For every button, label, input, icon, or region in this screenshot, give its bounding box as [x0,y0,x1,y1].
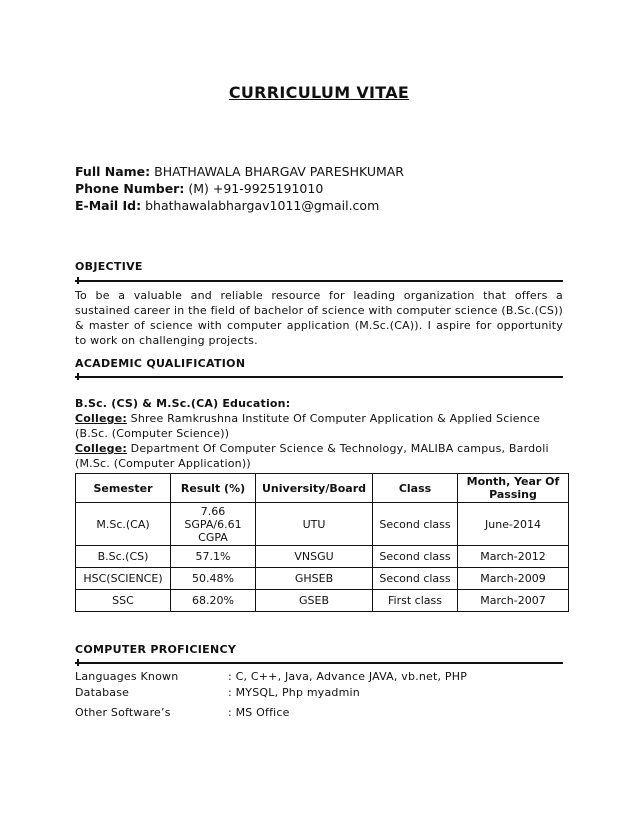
document-title: CURRICULUM VITAE [228,83,410,102]
name-value: BHATHAWALA BHARGAV PARESHKUMAR [154,164,404,179]
objective-text: To be a valuable and reliable resource for leading organization that offers a sustained career in the field of bachelor of science with computer science (B.Sc.(CS)) & master of science with computer application (M.Sc.(CA)). I aspire for opportunity to work on challenging projects. [75,289,563,347]
name-line [75,163,404,180]
table-header-row [76,474,569,503]
phone-value: (M) +91-9925191010 [188,181,324,196]
cell-result: 50.48% [171,568,256,590]
qualification-table [75,473,569,612]
cell-class: First class [373,590,458,612]
college-2-label: College: [75,442,127,455]
cell-passing: March-2007 [458,590,569,612]
table-row [76,503,569,546]
computer-divider [75,662,563,664]
proficiency-key: Database [75,686,130,699]
proficiency-value: : MS Office [228,706,290,719]
phone-label: Phone Number: [75,181,185,196]
cell-result: 68.20% [171,590,256,612]
name-label: Full Name: [75,164,151,179]
objective-divider-tick [77,277,79,284]
header-semester: Semester [76,474,171,503]
cell-class: Second class [373,568,458,590]
phone-line [75,180,404,197]
header-university: University/Board [256,474,373,503]
cell-semester: B.Sc.(CS) [76,546,171,568]
table-row [76,546,569,568]
proficiency-key: Languages Known [75,670,179,683]
computer-divider-tick [77,659,79,666]
header-result: Result (%) [171,474,256,503]
cell-university: GSEB [256,590,373,612]
email-line [75,197,404,214]
email-value: bhathawalabhargav1011@gmail.com [145,198,380,213]
computer-heading: COMPUTER PROFICIENCY [75,643,237,656]
college-2 [75,441,563,471]
table-row [76,590,569,612]
cell-class: Second class [373,546,458,568]
cell-semester: HSC(SCIENCE) [76,568,171,590]
college-1-label: College: [75,412,127,425]
table-row [76,568,569,590]
college-2-text: Department Of Computer Science & Technology, MALIBA campus, Bardoli (M.Sc. (Computer Application)) [75,442,549,470]
college-1 [75,411,563,441]
cell-result: 57.1% [171,546,256,568]
academic-divider [75,376,563,378]
cell-university: UTU [256,503,373,546]
cell-university: GHSEB [256,568,373,590]
education-heading: B.Sc. (CS) & M.Sc.(CA) Education: [75,397,291,410]
email-label: E-Mail Id: [75,198,142,213]
cell-passing: March-2009 [458,568,569,590]
cell-university: VNSGU [256,546,373,568]
academic-divider-tick [77,373,79,380]
cell-semester: M.Sc.(CA) [76,503,171,546]
objective-divider [75,280,563,282]
objective-heading: OBJECTIVE [75,260,143,273]
header-passing: Month, Year Of Passing [458,474,569,503]
cell-passing: June-2014 [458,503,569,546]
contact-block [75,163,404,214]
header-class: Class [373,474,458,503]
cell-class: Second class [373,503,458,546]
cell-passing: March-2012 [458,546,569,568]
education-block [75,396,563,471]
proficiency-value: : MYSQL, Php myadmin [228,686,360,699]
cell-semester: SSC [76,590,171,612]
college-1-text: Shree Ramkrushna Institute Of Computer Application & Applied Science (B.Sc. (Computer Science)) [75,412,541,440]
academic-heading: ACADEMIC QUALIFICATION [75,357,246,370]
proficiency-value: : C, C++, Java, Advance JAVA, vb.net, PHP [228,670,468,683]
proficiency-key: Other Software’s [75,706,171,719]
cell-result: 7.66 SGPA/6.61 CGPA [171,503,256,546]
